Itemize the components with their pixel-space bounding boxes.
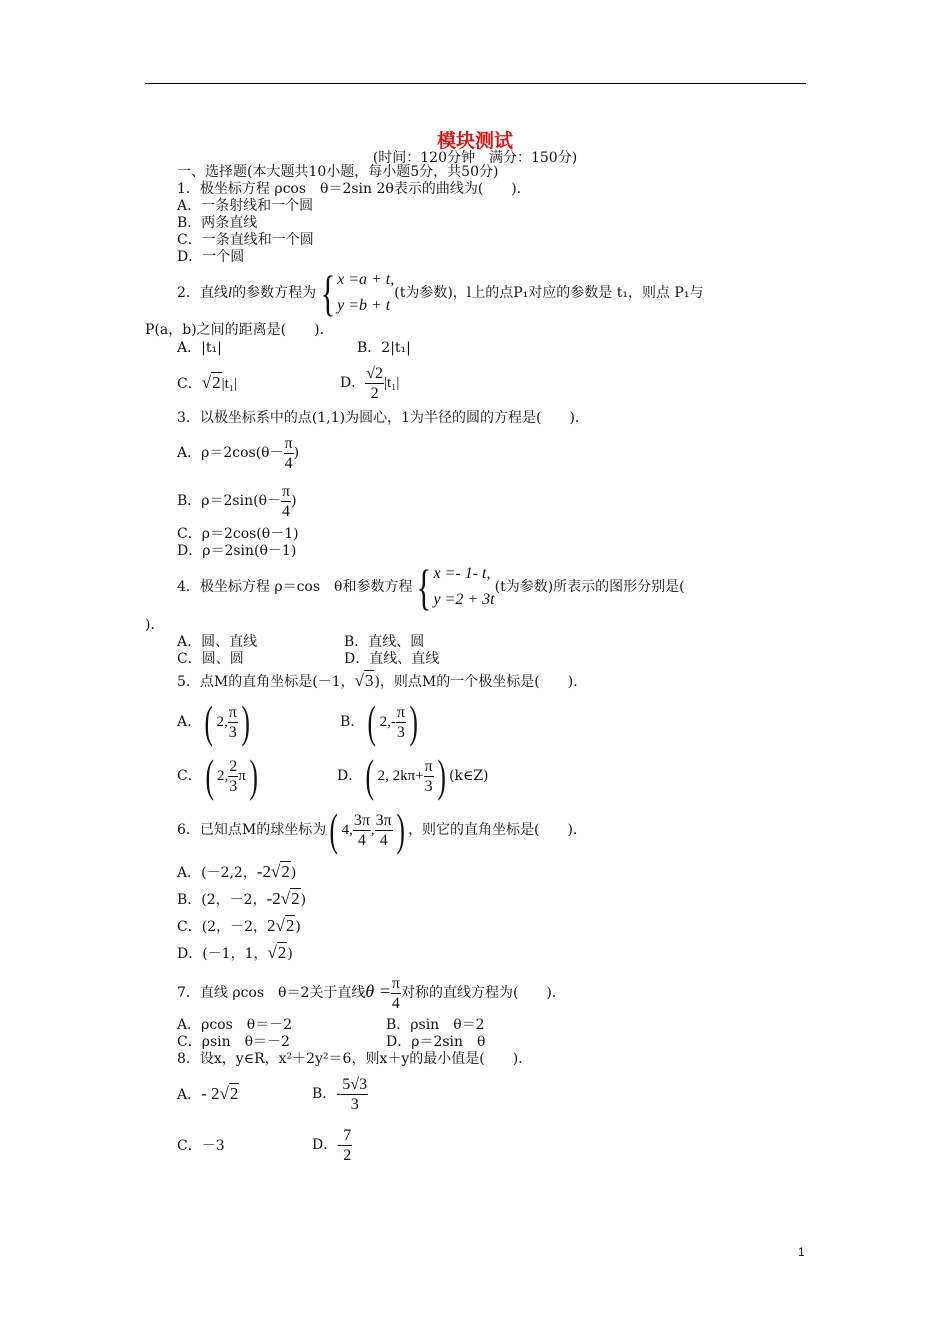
q2-system bbox=[337, 267, 394, 319]
q5-option-b: B．( 2,- $\frac{\pi}{3}$ ) bbox=[340, 696, 418, 747]
q4-option-c: C．圆、圆 bbox=[177, 651, 244, 667]
q1-option-d: D．一个圆 bbox=[177, 249, 245, 265]
q4-brace: { bbox=[417, 559, 432, 615]
q7-stem: 7．直线 ρcos θ＝2关于直线θ = $\frac{\pi}{4}$ 对称的直线方程为( )． bbox=[177, 974, 566, 1012]
q2-l: l bbox=[227, 285, 233, 301]
q3-option-a: A．ρ＝2cos(θ－ $\frac{\pi}{4}$ ) bbox=[177, 434, 300, 472]
q4-option-b: B．直线、圆 bbox=[344, 634, 425, 650]
q7-option-a: A．ρcos θ＝－2 bbox=[177, 1017, 293, 1033]
q6-option-d: D．(－1，1，√2) bbox=[177, 943, 293, 962]
q2-d-label: D． bbox=[340, 375, 366, 391]
q3-b-frac: $\frac{\pi}{4}$ bbox=[282, 482, 291, 520]
q8-option-b: B．- $\frac{5√3}{3}$ bbox=[312, 1075, 368, 1113]
q6-option-a: A．(－2,2，-2√2) bbox=[177, 862, 297, 881]
q2-option-a: A．|t₁| bbox=[177, 340, 222, 356]
q4-system: x =- 1- t, y =2 + 3t bbox=[433, 565, 495, 608]
q7-frac: $\frac{\pi}{4}$ bbox=[391, 974, 400, 1012]
q2-eq1: x =a + t, bbox=[337, 271, 395, 288]
q1-stem: 1．极坐标方程 ρcos θ＝2sin 2θ表示的曲线为( )． bbox=[177, 181, 531, 197]
q1-option-a: A．一条射线和一个圆 bbox=[177, 198, 314, 214]
q2-option-c: C．√2|t₁| bbox=[177, 373, 237, 392]
q8-option-d: D．- $\frac{7}{2}$ bbox=[312, 1126, 352, 1164]
q4-option-a: A．圆、直线 bbox=[177, 634, 258, 650]
q3-option-b: B．ρ＝2sin(θ－ $\frac{\pi}{4}$ ) bbox=[177, 482, 297, 520]
q8-stem: 8．设x，y∈R，x²＋2y²＝6，则x＋y的最小值是( )． bbox=[177, 1051, 533, 1067]
q2-c-sqrt: √2 bbox=[201, 373, 221, 392]
q6-stem: 6．已知点M的球坐标为( 4, $\frac{3\pi}{4}$ , $\frac{3\pi}{4}$ ) ，则它的直角坐标是( )． bbox=[177, 804, 587, 855]
q5-option-c: C．( 2, $\frac{2}{3}$ π) bbox=[177, 750, 258, 801]
q3-a-frac: $\frac{\pi}{4}$ bbox=[284, 434, 293, 472]
q2-option-d: D． $\frac{√2}{2}$ |t₁| bbox=[340, 364, 400, 402]
q2-pre: 2．直线 bbox=[177, 285, 228, 301]
page-title: 模块测试 bbox=[436, 130, 513, 152]
q3-option-c: C．ρ＝2cos(θ－1) bbox=[177, 526, 299, 542]
q5-stem: 5．点M的直角坐标是(－1，√3)，则点M的一个极坐标是( )． bbox=[177, 671, 588, 690]
q7-option-b: B．ρsin θ＝2 bbox=[386, 1017, 485, 1033]
q2-stem bbox=[177, 266, 703, 320]
q1-option-c: C．一条直线和一个圆 bbox=[177, 232, 314, 248]
q5-d-frac: $\frac{\pi}{3}$ bbox=[424, 757, 433, 795]
q8-b-frac: $\frac{5√3}{3}$ bbox=[342, 1075, 368, 1113]
q5-sqrt: √3 bbox=[354, 671, 374, 690]
page-subtitle: (时间：120分钟 满分：150分) bbox=[372, 150, 578, 166]
q8-d-frac: $\frac{7}{2}$ bbox=[343, 1126, 352, 1164]
q2-option-b: B．2|t₁| bbox=[357, 340, 411, 356]
header-rule bbox=[145, 83, 806, 84]
q8-option-c: C．－3 bbox=[177, 1138, 225, 1154]
q5-b-frac: $\frac{\pi}{3}$ bbox=[396, 703, 405, 741]
q4-option-d: D．直线、直线 bbox=[344, 651, 440, 667]
q2-eq2: y =b + t bbox=[337, 297, 391, 314]
page-number: 1 bbox=[798, 1245, 805, 1259]
section-heading: 一、选择题(本大题共10小题，每小题5分，共50分) bbox=[177, 164, 499, 180]
q2-brace: { bbox=[320, 265, 336, 321]
q7-option-d: D．ρ＝2sin θ bbox=[386, 1034, 486, 1050]
q6-option-b: B．(2，－2，-2√2) bbox=[177, 889, 307, 908]
q6-option-c: C．(2，－2，2√2) bbox=[177, 916, 301, 935]
q2-line2: P(a，b)之间的距离是( )． bbox=[145, 322, 334, 338]
q5-option-a: A．( 2, $\frac{\pi}{3}$ ) bbox=[177, 696, 250, 747]
q5-a-frac: $\frac{\pi}{3}$ bbox=[228, 703, 237, 741]
q6-frac-2: $\frac{3\pi}{4}$ bbox=[375, 811, 392, 849]
q5-option-d: D．( 2, 2kπ+ $\frac{\pi}{3}$ ) (k∈Z) bbox=[337, 750, 489, 801]
q3-stem: 3．以极坐标系中的点(1,1)为圆心，1为半径的圆的方程是( )． bbox=[177, 410, 589, 426]
q2-c-label: C． bbox=[177, 376, 202, 392]
q8-option-a: A．- 2√2 bbox=[177, 1084, 239, 1103]
q5-c-frac: $\frac{2}{3}$ bbox=[229, 757, 238, 795]
q2-post: (t为参数)，l上的点P₁对应的参数是 t₁，则点 P₁与 bbox=[394, 285, 704, 301]
q1-option-b: B．两条直线 bbox=[177, 215, 258, 231]
q4-stem: 4．极坐标方程 ρ＝cos θ和参数方程{ x =- 1- t, y =2 + 3t (t为参数)所表示的图形分别是( bbox=[177, 559, 685, 615]
q6-frac-1: $\frac{3\pi}{4}$ bbox=[353, 811, 370, 849]
q7-option-c: C．ρsin θ＝－2 bbox=[177, 1034, 290, 1050]
q2-mid: 的参数方程为 bbox=[232, 285, 317, 301]
q3-option-d: D．ρ＝2sin(θ－1) bbox=[177, 543, 297, 559]
q2-d-frac: $\frac{√2}{2}$ bbox=[366, 364, 384, 402]
q4-line2: )． bbox=[145, 617, 165, 633]
